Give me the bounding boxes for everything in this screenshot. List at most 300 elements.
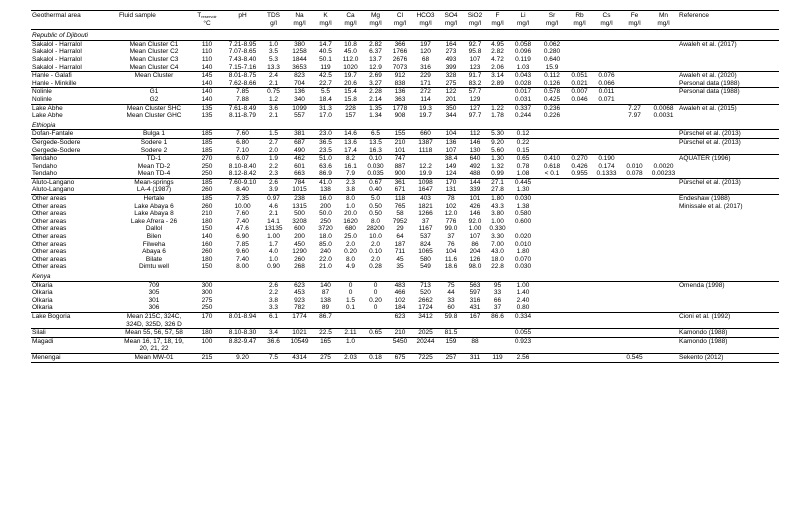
header-rb <box>566 11 593 30</box>
table-cell <box>508 321 538 329</box>
table-cell: 275 <box>445 79 457 87</box>
table-cell: 160 <box>201 240 213 248</box>
header-temperature <box>190 11 224 30</box>
table-cell <box>538 225 566 233</box>
header-column-name: Li <box>520 12 526 19</box>
table-cell: 0.618 <box>543 162 561 170</box>
fluid-sample-cell: 20, 21, 22 <box>139 345 169 353</box>
fluid-sample-cell: Mean TD-2 <box>137 162 171 170</box>
table-cell: 260 <box>294 255 305 263</box>
table-cell: 150 <box>201 225 213 233</box>
table-cell: 1065 <box>418 248 433 256</box>
table-cell: 14.7 <box>319 40 332 48</box>
table-cell: 250 <box>320 217 331 225</box>
table-cell: 20.0 <box>344 210 357 218</box>
reference-cell: Kamondo (1988) <box>678 337 779 345</box>
table-cell <box>363 345 388 353</box>
header-sr <box>538 11 566 30</box>
table-cell: 7.85 <box>236 240 249 248</box>
table-cell <box>620 155 649 163</box>
reference-cell <box>678 170 779 178</box>
table-cell <box>538 263 566 271</box>
table-cell: 0.031 <box>514 95 532 103</box>
table-cell: 1387 <box>412 138 439 146</box>
table-cell <box>649 241 678 249</box>
table-cell: 197 <box>420 40 431 48</box>
table-cell: 7.07-8.65 <box>228 48 257 56</box>
table-cell: 99.0 <box>444 225 458 233</box>
reference-cell <box>678 48 779 56</box>
table-cell <box>620 256 649 264</box>
table-cell: 1.5 <box>345 296 356 304</box>
table-cell: 3.3 <box>268 304 279 312</box>
table-cell: 119 <box>487 353 508 362</box>
table-cell <box>224 297 261 305</box>
table-cell: 887 <box>394 162 406 170</box>
table-cell: 0.75 <box>261 88 286 96</box>
table-cell: 912 <box>388 72 412 80</box>
table-row <box>31 96 779 104</box>
table-cell: 1844 <box>292 55 307 63</box>
table-cell <box>649 178 678 186</box>
table-cell: 1.80 <box>516 248 530 256</box>
header-temperature-subscript: reservoir <box>201 14 217 19</box>
table-cell: 50.0 <box>319 210 332 218</box>
table-cell: 92.7 <box>468 40 482 48</box>
table-cell: 8.40 <box>236 186 249 194</box>
table-cell: 33 <box>493 289 502 297</box>
table-cell <box>649 56 678 64</box>
table-cell <box>261 345 286 353</box>
table-row <box>31 312 779 320</box>
table-cell <box>566 233 593 241</box>
reference-cell <box>678 256 779 264</box>
table-row <box>31 345 779 353</box>
table-cell: 0.126 <box>543 79 561 87</box>
reference-cell <box>678 112 779 120</box>
table-cell: 8.01-8.75 <box>224 72 261 80</box>
table-cell: 2.2 <box>268 289 279 297</box>
table-cell: 180 <box>190 329 224 338</box>
header-column-unit: mg/l <box>468 19 482 27</box>
table-cell: 7225 <box>412 353 439 362</box>
table-cell <box>538 130 566 139</box>
header-tds <box>261 11 286 30</box>
table-cell <box>620 225 649 233</box>
table-cell: 344 <box>445 112 457 120</box>
table-cell: 2.06 <box>491 63 504 71</box>
reference-cell <box>678 241 779 249</box>
table-cell <box>620 138 649 146</box>
table-cell: 3.27 <box>369 79 382 87</box>
table-cell <box>649 225 678 233</box>
table-cell: 15.4 <box>338 88 363 96</box>
table-cell: 0.066 <box>598 79 615 87</box>
table-cell <box>649 155 678 163</box>
table-cell: 680 <box>345 225 356 233</box>
table-row <box>31 64 779 72</box>
table-cell: 33 <box>447 296 455 304</box>
table-cell <box>439 345 463 353</box>
table-cell <box>593 321 620 329</box>
table-cell: 4.95 <box>491 40 504 48</box>
table-row <box>31 112 779 120</box>
table-cell <box>593 147 620 155</box>
table-cell: 403 <box>412 195 439 203</box>
table-header <box>31 11 779 30</box>
table-cell: 135 <box>201 112 213 120</box>
geothermal-area-cell: Other areas <box>32 248 67 256</box>
table-cell <box>566 248 593 256</box>
table-cell <box>649 40 678 48</box>
table-cell: 5.60 <box>491 146 504 154</box>
table-cell: 1.34 <box>369 112 382 120</box>
table-cell <box>649 186 678 194</box>
table-cell <box>566 186 593 194</box>
geothermal-area-cell: Other areas <box>32 255 67 263</box>
table-cell: 164 <box>445 40 457 48</box>
table-cell: 1098 <box>412 178 439 186</box>
table-cell: 2.0 <box>370 240 381 248</box>
table-cell: 0 <box>348 289 353 297</box>
table-cell: 2.69 <box>363 72 388 80</box>
table-cell: 7.21-8.95 <box>228 40 257 48</box>
table-cell: 0.97 <box>261 195 286 203</box>
table-cell: 1.08 <box>516 170 530 178</box>
table-cell: 60 <box>447 304 455 312</box>
fluid-sample-cell: Bulga 1 <box>142 130 166 138</box>
table-cell: 2.1 <box>268 210 279 218</box>
table-cell: 3.8 <box>345 186 356 194</box>
table-cell: 9.60 <box>236 248 249 256</box>
table-cell <box>649 130 678 139</box>
table-cell: 1.0 <box>268 40 279 48</box>
table-cell <box>566 345 593 353</box>
table-cell: 0.226 <box>543 112 561 120</box>
table-row <box>31 195 779 203</box>
header-sample: Fluid sample <box>118 11 190 30</box>
header-f <box>487 11 508 30</box>
table-cell: 1.32 <box>491 162 504 170</box>
reference-cell <box>678 186 779 194</box>
table-cell: 146 <box>469 210 481 218</box>
table-cell: 2.3 <box>268 170 279 178</box>
table-cell: 0.017 <box>508 88 538 96</box>
table-cell <box>508 345 538 353</box>
fluid-sample-cell <box>118 80 190 88</box>
table-cell <box>566 289 593 297</box>
table-cell: 240 <box>320 248 331 256</box>
table-cell: 1.35 <box>363 104 388 112</box>
table-row <box>31 203 779 211</box>
table-cell <box>593 345 620 353</box>
table-cell: 215 <box>190 353 224 362</box>
table-row <box>31 210 779 218</box>
table-cell <box>620 147 649 155</box>
header-column-unit: mg/l <box>419 19 432 27</box>
header-cl <box>388 11 412 30</box>
table-cell: 466 <box>394 289 406 297</box>
table-cell: 0.076 <box>593 72 620 80</box>
table-cell: 7.60 <box>236 130 249 138</box>
table-cell: 1266 <box>418 210 433 218</box>
fluid-sample-cell: 324D, 325D, 326 D <box>126 320 182 328</box>
header-column-unit: mg/l <box>393 19 407 27</box>
table-cell <box>593 241 620 249</box>
header-column-unit: mg/l <box>444 19 458 27</box>
table-cell: 462 <box>286 155 313 163</box>
table-cell: 95.8 <box>468 48 482 56</box>
table-cell <box>593 203 620 211</box>
table-cell: 2.0 <box>345 240 356 248</box>
table-cell <box>649 195 678 203</box>
table-cell: 64 <box>396 233 404 241</box>
table-cell: 601 <box>294 162 305 170</box>
table-cell: 784 <box>286 178 313 186</box>
table-cell: 675 <box>388 353 412 362</box>
fluid-sample-cell: Hertale <box>118 195 190 203</box>
table-cell: 14.1 <box>267 217 280 225</box>
table-cell <box>566 304 593 312</box>
table-cell <box>261 321 286 329</box>
table-cell: 1.40 <box>516 289 530 297</box>
table-cell: 150 <box>201 263 213 271</box>
table-cell: 5.0 <box>363 195 388 203</box>
table-cell: 37 <box>447 233 455 241</box>
table-cell: 0.280 <box>543 48 561 56</box>
fluid-sample-cell: G1 <box>118 88 190 96</box>
table-cell <box>593 225 620 233</box>
table-cell <box>566 263 593 271</box>
table-cell <box>538 233 566 241</box>
fluid-sample-cell: TD-1 <box>118 155 190 163</box>
table-cell: 0.40 <box>369 186 382 194</box>
table-cell: 22.7 <box>319 79 332 87</box>
table-row <box>31 80 779 88</box>
table-cell: 7.43-8.40 <box>228 55 257 63</box>
table-cell: 563 <box>469 281 481 289</box>
table-cell: 782 <box>294 304 305 312</box>
table-cell: 2.11 <box>338 329 363 338</box>
table-cell <box>620 195 649 203</box>
table-cell: 8.0 <box>345 255 356 263</box>
table-cell: 120 <box>420 48 431 56</box>
table-row <box>31 304 779 312</box>
table-cell: 4.9 <box>345 263 356 271</box>
table-cell <box>620 203 649 211</box>
table-cell: 0.67 <box>363 178 388 186</box>
table-cell <box>649 256 678 264</box>
table-cell: 823 <box>286 72 313 80</box>
table-row <box>31 297 779 305</box>
geothermal-area-cell: Aluto-Langano <box>32 186 75 194</box>
table-cell: 14.6 <box>344 130 357 138</box>
table-cell: 13135 <box>264 225 283 233</box>
table-cell: 380 <box>294 40 305 48</box>
table-cell: 557 <box>294 112 305 120</box>
geothermal-fluid-chemistry-table <box>31 10 779 363</box>
geothermal-area-cell: Other areas <box>32 240 67 248</box>
header-column-unit: mg/l <box>545 19 559 27</box>
reference-cell <box>678 263 779 271</box>
table-cell: 431 <box>469 304 481 312</box>
table-cell <box>566 321 593 329</box>
table-cell <box>620 321 649 329</box>
geothermal-area-cell: Dofan-Fantale <box>32 130 74 138</box>
table-cell: 0.445 <box>508 178 538 186</box>
table-cell: 900 <box>394 170 406 178</box>
table-cell <box>649 297 678 305</box>
table-cell <box>620 329 649 338</box>
table-cell: 0.011 <box>593 88 620 96</box>
table-cell: 127 <box>463 104 487 112</box>
table-cell: 16.1 <box>344 162 357 170</box>
table-cell: 1.0 <box>338 337 363 345</box>
table-cell <box>593 130 620 139</box>
table-cell: 1.9 <box>261 155 286 163</box>
header-column-unit: mg/l <box>293 19 306 27</box>
table-cell: 2662 <box>418 296 433 304</box>
header-ca <box>338 11 363 30</box>
table-row <box>31 241 779 249</box>
header-column-unit: mg/l <box>344 19 357 27</box>
table-cell: 92.0 <box>468 217 482 225</box>
table-cell: 660 <box>420 130 431 138</box>
table-cell: 21.0 <box>319 263 332 271</box>
table-row <box>31 138 779 146</box>
table-cell: 22.5 <box>313 329 338 338</box>
table-cell: 399 <box>445 63 457 71</box>
table-cell: 623 <box>294 281 305 289</box>
table-cell: 0.78 <box>516 162 530 170</box>
table-cell: 136 <box>286 88 313 96</box>
table-cell: 0.50 <box>369 202 382 210</box>
table-cell: 1021 <box>286 329 313 338</box>
table-cell: 260 <box>201 186 213 194</box>
table-cell: 1.0 <box>345 202 356 210</box>
table-cell: 20.6 <box>344 79 357 87</box>
table-cell: 1167 <box>418 225 433 233</box>
table-cell: 58 <box>396 210 404 218</box>
table-cell: 0.007 <box>566 88 593 96</box>
country-group-label: Ethiopia <box>31 120 779 130</box>
table-cell: 765 <box>394 202 406 210</box>
table-cell: 0.20 <box>369 296 382 304</box>
table-cell: 0.0020 <box>653 162 674 170</box>
table-cell: 140 <box>201 63 213 71</box>
table-cell <box>593 56 620 64</box>
table-cell: 268 <box>294 263 305 271</box>
table-cell: 8.10-8.40 <box>228 162 257 170</box>
fluid-sample-cell: Lake Abaya 8 <box>134 210 174 218</box>
table-cell: 5.30 <box>491 130 504 138</box>
table-cell: 0.20 <box>344 248 357 256</box>
table-cell: 228 <box>338 104 363 112</box>
reference-cell <box>678 321 779 329</box>
table-cell: 3.8 <box>268 296 279 304</box>
table-cell <box>620 48 649 56</box>
table-row <box>31 130 779 139</box>
table-cell: 0.1 <box>345 304 356 312</box>
table-cell: 0.030 <box>514 263 532 271</box>
table-cell: 492 <box>469 162 481 170</box>
reference-cell <box>678 56 779 64</box>
table-cell: 20244 <box>412 337 439 345</box>
table-cell: 15.8 <box>344 95 357 103</box>
header-k <box>313 11 338 30</box>
table-cell <box>593 104 620 112</box>
table-cell: 0.410 <box>538 155 566 163</box>
table-cell: 328 <box>439 72 463 80</box>
table-cell: 8.2 <box>338 155 363 163</box>
reference-cell <box>678 297 779 305</box>
table-cell: 3.30 <box>491 233 504 241</box>
table-cell: 170 <box>439 178 463 186</box>
table-cell: 7.40 <box>236 217 249 225</box>
table-cell: 149 <box>445 162 457 170</box>
table-cell <box>620 248 649 256</box>
table-cell: 6.5 <box>370 130 381 138</box>
table-cell: 112.0 <box>342 55 359 63</box>
table-cell: 102 <box>394 296 406 304</box>
table-cell: 9.20 <box>224 353 261 362</box>
table-cell: 42.5 <box>313 72 338 80</box>
table-cell: 25.0 <box>344 233 357 241</box>
table-cell: 123 <box>469 63 481 71</box>
table-cell <box>363 312 388 320</box>
table-cell: 114 <box>420 95 431 103</box>
table-cell <box>566 40 593 48</box>
table-row <box>31 353 779 362</box>
fluid-sample-cell: Mean Cluster GHC <box>126 112 182 120</box>
table-cell: 184 <box>394 304 406 312</box>
table-row <box>31 170 779 178</box>
geothermal-area-cell: Other areas <box>32 225 67 233</box>
table-cell: 10.8 <box>344 40 357 48</box>
table-cell: 1315 <box>292 202 307 210</box>
table-row <box>31 147 779 155</box>
table-row <box>31 233 779 241</box>
header-temperature-symbol: T <box>197 12 202 19</box>
table-cell: 1.7 <box>268 240 279 248</box>
geothermal-area-cell: Tendaho <box>31 155 118 163</box>
reference-cell <box>678 218 779 226</box>
table-cell: 145 <box>190 72 224 80</box>
table-cell: 747 <box>388 155 412 163</box>
table-cell: 185 <box>190 178 224 186</box>
table-cell <box>190 345 224 353</box>
header-column-name: Mn <box>658 12 669 19</box>
table-cell: 36.6 <box>261 337 286 345</box>
table-cell: 187 <box>394 240 406 248</box>
table-cell <box>620 241 649 249</box>
table-cell: 8.0 <box>338 195 363 203</box>
table-cell: 1774 <box>286 312 313 320</box>
table-cell <box>313 345 338 353</box>
table-cell <box>593 312 620 320</box>
table-cell: 18.0 <box>491 255 504 263</box>
table-cell: 2.1 <box>268 79 279 87</box>
table-cell: 0.071 <box>598 95 615 103</box>
table-cell <box>538 281 566 289</box>
table-cell: 1.80 <box>487 195 508 203</box>
table-cell: 135 <box>190 104 224 112</box>
table-cell: 0.035 <box>367 170 384 178</box>
table-cell <box>313 321 338 329</box>
table-cell <box>649 147 678 155</box>
table-cell: 311 <box>463 353 487 362</box>
table-cell: 13.7 <box>369 55 382 63</box>
